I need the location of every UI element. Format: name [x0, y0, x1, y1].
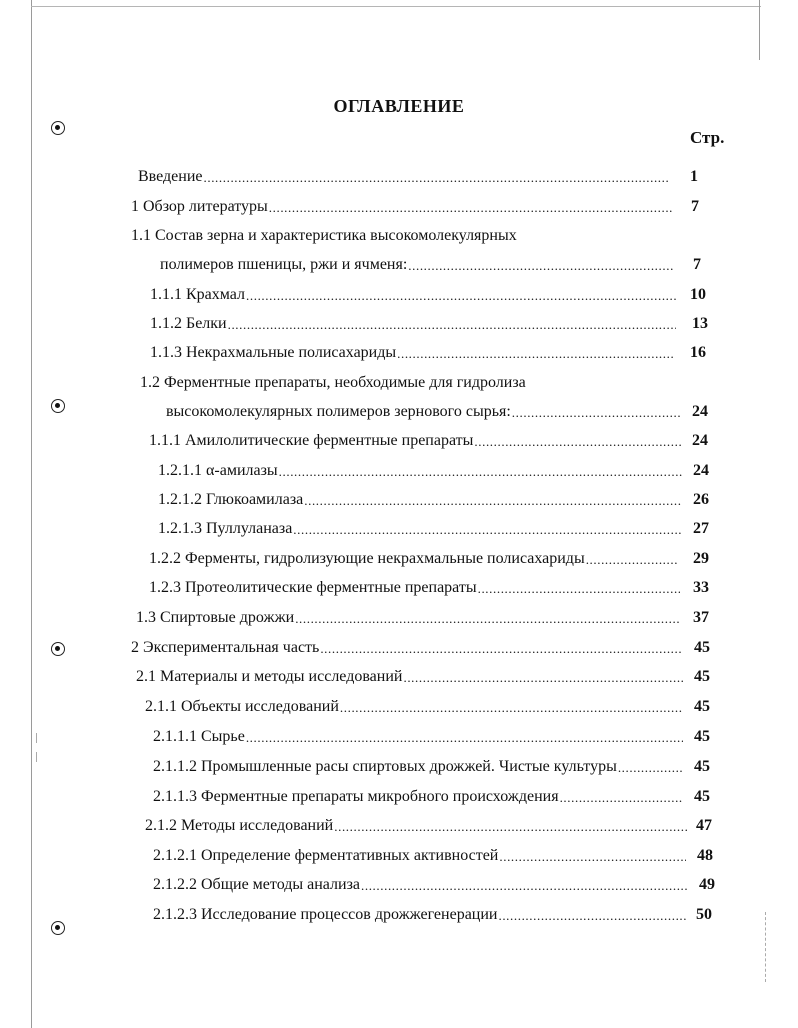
- toc-entry: [145, 690, 683, 716]
- leader-dots: [319, 641, 683, 657]
- toc-entry: [145, 809, 687, 835]
- toc-entry-text: Введение: [138, 168, 203, 185]
- toc-entry: [131, 631, 683, 657]
- toc-entry: [149, 571, 680, 597]
- leader-dots: [559, 790, 683, 806]
- page-title: ОГЛАВЛЕНИЕ: [333, 96, 465, 116]
- toc-page-number: 33: [693, 579, 709, 596]
- leader-dots: [511, 405, 682, 421]
- toc-entry-text: 1.2.2 Ферменты, гидролизующие некрахмальные полисахариды: [149, 550, 585, 567]
- binder-hole-icon: [51, 921, 65, 935]
- leader-dots: [278, 464, 682, 480]
- toc-entry: [153, 868, 687, 894]
- leader-dots: [407, 258, 674, 274]
- page-edge-right: [759, 0, 760, 60]
- toc-page-number: 7: [693, 256, 701, 273]
- toc-entry-text: 1.1.2 Белки: [150, 315, 227, 332]
- binder-hole-icon: [51, 642, 65, 656]
- binder-hole-icon: [51, 121, 65, 135]
- toc-entry: [166, 395, 682, 421]
- toc-page-number: 47: [696, 817, 712, 834]
- scan-mark: [36, 752, 37, 762]
- toc-entry-text: 2.1.1.2 Промышленные расы спиртовых дрожжей. Чистые культуры: [153, 758, 617, 775]
- toc-entry-text: 2.1.1 Объекты исследований: [145, 698, 339, 715]
- toc-entry-text: 2.1.2.2 Общие методы анализа: [153, 876, 360, 893]
- toc-entry-text: 1.1.1 Амилолитические ферментные препараты: [149, 432, 474, 449]
- binder-hole-icon: [51, 399, 65, 413]
- leader-dots: [497, 908, 687, 924]
- leader-dots: [360, 878, 687, 894]
- toc-entry: [150, 336, 674, 362]
- toc-page-number: 10: [690, 286, 706, 303]
- toc-entry: [153, 750, 684, 776]
- toc-entry: [131, 219, 691, 245]
- toc-page-number: 37: [693, 609, 709, 626]
- toc-entry-text: 1.2.1.1 α-амилазы: [158, 462, 278, 479]
- toc-page-number: 45: [694, 668, 710, 685]
- toc-entry: [136, 660, 683, 686]
- toc-page-number: 45: [694, 639, 710, 656]
- leader-dots: [227, 317, 676, 333]
- leader-dots: [203, 170, 671, 186]
- leader-dots: [585, 552, 677, 568]
- toc-page-number: 50: [696, 906, 712, 923]
- toc-entry-text: 1.2 Ферментные препараты, необходимые для гидролиза: [140, 374, 526, 391]
- scan-mark: [36, 733, 37, 743]
- toc-page-number: 24: [693, 462, 709, 479]
- toc-entry: [150, 278, 678, 304]
- toc-entry-text: 2.1.2.3 Исследование процессов дрожжегенерации: [153, 906, 498, 923]
- toc-entry: [158, 483, 682, 509]
- toc-entry-text: 1.2.3 Протеолитические ферментные препараты: [149, 579, 477, 596]
- toc-entry: [136, 601, 681, 627]
- leader-dots: [303, 493, 682, 509]
- toc-page-number: 49: [699, 876, 715, 893]
- page-edge-right-lower: [765, 912, 767, 982]
- toc-page-number: 26: [693, 491, 709, 508]
- leader-dots: [245, 730, 683, 746]
- toc-entry-text: 1.1 Состав зерна и характеристика высокомолекулярных: [131, 227, 517, 244]
- toc-page-number: 13: [692, 315, 708, 332]
- toc-page-number: 16: [690, 344, 706, 361]
- leader-dots: [268, 200, 673, 216]
- leader-dots: [498, 849, 686, 865]
- toc-page-number: 7: [691, 198, 699, 215]
- toc-entry-text: 1.1.1 Крахмал: [150, 286, 246, 303]
- toc-page-number: 45: [694, 728, 710, 745]
- leader-dots: [292, 522, 682, 538]
- toc-entry: [153, 720, 683, 746]
- page-edge-left: [31, 0, 32, 1028]
- toc-entry: [153, 898, 687, 924]
- leader-dots: [333, 819, 687, 835]
- toc-entry-text: полимеров пшеницы, ржи и ячменя:: [160, 256, 408, 273]
- leader-dots: [339, 700, 683, 716]
- toc-entry-text: 2.1.1.3 Ферментные препараты микробного происхождения: [153, 788, 559, 805]
- toc-page-number: 24: [692, 432, 708, 449]
- leader-dots: [402, 670, 683, 686]
- toc-entry-text: 2.1.2 Методы исследований: [145, 817, 334, 834]
- toc-entry: [131, 190, 673, 216]
- toc-entry-text: 1.1.3 Некрахмальные полисахариды: [150, 344, 397, 361]
- toc-entry-text: 2.1 Материалы и методы исследований: [136, 668, 403, 685]
- leader-dots: [473, 434, 681, 450]
- toc-page-number: 29: [693, 550, 709, 567]
- leader-dots: [617, 760, 684, 776]
- toc-entry-text: высокомолекулярных полимеров зернового сырья:: [166, 403, 511, 420]
- toc-entry: [158, 454, 682, 480]
- toc-page-number: 24: [692, 403, 708, 420]
- toc-page-number: 27: [693, 520, 709, 537]
- leader-dots: [396, 346, 674, 362]
- toc-page-number: 1: [690, 168, 698, 185]
- toc-entry: [149, 424, 681, 450]
- toc-entry: [138, 160, 670, 186]
- toc-page-number: 45: [694, 788, 710, 805]
- page-column-header: Стр.: [690, 128, 725, 147]
- toc-entry: [150, 307, 676, 333]
- toc-page-number: 45: [694, 698, 710, 715]
- toc-entry: [149, 542, 677, 568]
- toc-entry-text: 2.1.2.1 Определение ферментативных активностей: [153, 847, 499, 864]
- toc-entry-text: 1.3 Спиртовые дрожжи: [136, 609, 295, 626]
- toc-entry: [160, 248, 674, 274]
- toc-entry: [140, 366, 700, 392]
- leader-dots: [245, 288, 678, 304]
- toc-entry-text: 2.1.1.1 Сырье: [153, 728, 245, 745]
- toc-entry: [158, 512, 682, 538]
- toc-entry-text: 1.2.1.2 Глюкоамилаза: [158, 491, 304, 508]
- toc-entry-text: 1 Обзор литературы: [131, 198, 268, 215]
- leader-dots: [477, 581, 680, 597]
- leader-dots: [294, 611, 681, 627]
- toc-page-number: 48: [697, 847, 713, 864]
- toc-entry-text: 1.2.1.3 Пуллуланаза: [158, 520, 293, 537]
- toc-entry-text: 2 Экспериментальная часть: [131, 639, 320, 656]
- page-edge-top: [31, 6, 761, 7]
- toc-entry: [153, 780, 683, 806]
- toc-page-number: 45: [694, 758, 710, 775]
- toc-entry: [153, 839, 686, 865]
